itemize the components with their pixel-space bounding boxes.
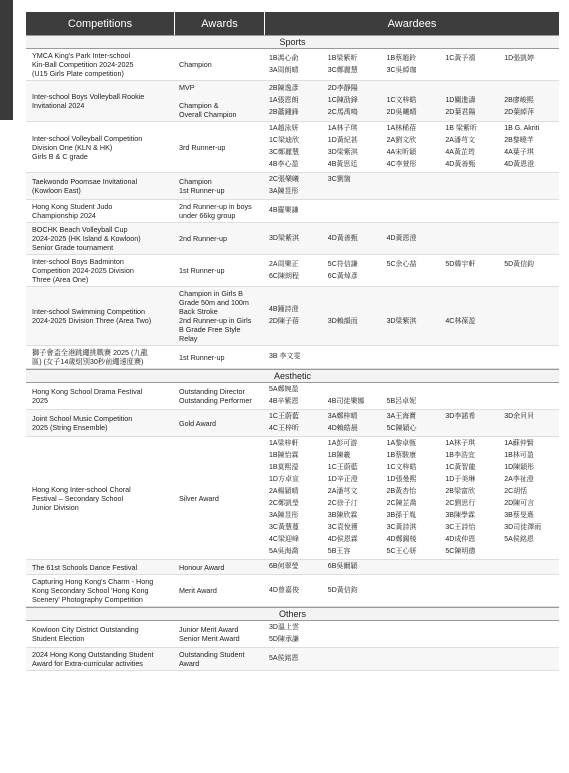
awardee-name: 4A宋昕穎 bbox=[386, 149, 417, 156]
table-row bbox=[26, 122, 559, 173]
awardee-name bbox=[441, 384, 500, 396]
awardee-name: 1A蘇仲賢 bbox=[504, 440, 534, 447]
awardees-cell bbox=[265, 560, 559, 574]
table-row bbox=[26, 346, 559, 369]
awardee-name: 5B呂卓妮 bbox=[386, 398, 417, 405]
table-row bbox=[26, 173, 559, 200]
awardee-name: 3C吳綽珈 bbox=[386, 66, 417, 74]
awardees-cell bbox=[265, 122, 559, 172]
awardee-name: 3D李諾希 bbox=[445, 413, 476, 420]
awardee-name: 1D陳穎彤 bbox=[504, 464, 535, 471]
competition-cell: Inter-school Boys Badminton Competition 2024-2025 Division Three (Area One) bbox=[32, 257, 134, 284]
awardee-name: 3B陳欣霖 bbox=[327, 512, 358, 519]
awardee-name: 3D司徒澤雨 bbox=[504, 524, 542, 531]
awardee-name: 2B蕭鍾鋒 bbox=[269, 109, 299, 116]
awardee-name: 4D黃善甄 bbox=[445, 161, 476, 168]
awardee-name: 3A周朗晴 bbox=[269, 66, 299, 74]
awardee-name: 5C余心喆 bbox=[386, 260, 417, 268]
award-cell: Champion bbox=[179, 60, 212, 69]
awardee-name: 1B陳羲 bbox=[327, 452, 351, 459]
awardee-name: 1C文梓皓 bbox=[386, 97, 417, 104]
awardee-name: 2A李祉澄 bbox=[504, 476, 534, 483]
award-cell: Outstanding Student Award bbox=[179, 650, 245, 668]
awardee-name: 1B梁紫昕 bbox=[327, 54, 358, 62]
awardee-name: 5D黃信鈞 bbox=[327, 586, 358, 594]
awardee-name: 1D關進濤 bbox=[445, 97, 476, 104]
awards-table bbox=[26, 35, 559, 671]
competition-cell: Taekwondo Poomsae Invitational (Kowloon East) bbox=[32, 177, 138, 195]
table-row bbox=[26, 255, 559, 287]
award-cell: 2nd Runner-up in boys under 66kg group bbox=[179, 202, 252, 220]
awardee-name: 4D黃恩澄 bbox=[386, 234, 417, 242]
awardee-name: 4D黃恩澄 bbox=[504, 161, 535, 168]
awardee-name: 3D溫上雲 bbox=[269, 624, 299, 631]
header-awardees: Awardees bbox=[265, 12, 559, 35]
awardees-cell bbox=[265, 81, 559, 121]
awardee-name: 5B王容 bbox=[327, 548, 351, 555]
awardee-name: 5D韓宇軒 bbox=[445, 260, 476, 268]
table-row bbox=[26, 81, 559, 122]
awardee-name: 1A林子琪 bbox=[327, 125, 358, 132]
awardee-name: 3B陳學霖 bbox=[445, 512, 475, 519]
competition-cell: 2024 Hong Kong Outstanding Student Award for Extra-curricular activities bbox=[32, 650, 154, 668]
table-row bbox=[26, 200, 559, 223]
awardee-name: 1C王蔚藍 bbox=[269, 413, 299, 420]
page-edge-bar bbox=[0, 0, 13, 120]
awardee-name: 1A林稀蓓 bbox=[386, 125, 417, 132]
awardee-name bbox=[383, 622, 442, 634]
awardee-name bbox=[383, 174, 442, 186]
awardee-name: 5A侯銘恩 bbox=[504, 536, 534, 543]
awardee-name: 4D成仲恩 bbox=[445, 536, 476, 543]
awardees-cell bbox=[265, 287, 559, 345]
awardee-name: 2D葉綽萍 bbox=[504, 109, 535, 116]
award-cell: Merit Award bbox=[179, 586, 217, 595]
section-sports: Sports bbox=[26, 35, 559, 49]
competition-cell: Hong Kong Inter-school Choral Festival – Secondary School Junior Division bbox=[32, 484, 131, 512]
award-cell: Champion in Girls B Grade 50m and 100m Back Stroke 2nd Runner-up in Girls B Grade Free Style Relay bbox=[179, 289, 252, 343]
section-others: Others bbox=[26, 607, 559, 621]
award-cell: Junior Merit Award Senior Merit Award bbox=[179, 625, 240, 643]
awardees-cell bbox=[265, 383, 559, 409]
awardee-name: 5A鄭婉盈 bbox=[269, 386, 299, 393]
section-aesthetic: Aesthetic bbox=[26, 369, 559, 383]
awardee-name bbox=[441, 304, 500, 316]
awardee-name: 4D侯恩霖 bbox=[327, 536, 358, 543]
awardee-name: 3C劉箇 bbox=[327, 176, 351, 183]
awardee-name: 5C王心妍 bbox=[386, 548, 417, 555]
awardee-name bbox=[324, 304, 383, 316]
awardee-name: 3B蔡旻熹 bbox=[504, 512, 534, 519]
competition-cell: Kowloon City District Outstanding Student Election bbox=[32, 625, 139, 643]
awardee-name: 3C鄭麗慧 bbox=[327, 66, 358, 74]
awardee-name: 2B黎曉芊 bbox=[504, 137, 534, 144]
awardee-name bbox=[383, 304, 442, 316]
awardee-name: 6B吳爾穎 bbox=[327, 563, 358, 570]
awardee-name: 1C黃智龍 bbox=[445, 464, 476, 471]
awardee-name: 4B黃思廷 bbox=[327, 161, 358, 168]
awardee-name bbox=[500, 622, 559, 634]
awardee-name: 1A張恩朗 bbox=[269, 97, 299, 104]
awardee-name bbox=[324, 384, 383, 396]
table-row bbox=[26, 223, 559, 255]
awardees-cell bbox=[265, 223, 559, 254]
awardee-name: 5A侯銘恩 bbox=[269, 655, 299, 662]
awardee-name: 1D于美琳 bbox=[445, 476, 476, 483]
awardees-cell bbox=[265, 621, 559, 647]
awardee-name: 2C陳芷喬 bbox=[386, 500, 417, 507]
awardee-name: 4C王梓昕 bbox=[269, 425, 299, 432]
award-cell: Outstanding Director Outstanding Performer bbox=[179, 387, 252, 405]
table-row bbox=[26, 560, 559, 575]
award-cell: 2nd Runner-up bbox=[179, 234, 227, 243]
awardee-name: 4B羅樂謙 bbox=[269, 207, 299, 214]
awardee-name: 5C陳明德 bbox=[445, 548, 476, 555]
awardee-name: 1D張曼熙 bbox=[386, 476, 417, 483]
awardee-name: 2B梁富欣 bbox=[445, 488, 475, 495]
awardee-name: 1B蔡趙鈴 bbox=[386, 54, 417, 62]
competition-cell: Inter-school Swimming Competition 2024-2025 Division Three (Area Two) bbox=[32, 307, 152, 325]
awardee-name: 4D鄭錫棱 bbox=[386, 536, 417, 543]
award-cell: Champion 1st Runner-up bbox=[179, 177, 225, 195]
awardee-name: 5C陳穎心 bbox=[386, 425, 417, 432]
awardee-name: 4D曾嘉俊 bbox=[269, 586, 299, 594]
awardee-name: 1A黎卓甄 bbox=[386, 440, 417, 447]
table-row bbox=[26, 383, 559, 410]
awardee-name bbox=[500, 384, 559, 396]
awardee-name: 4D黃善甄 bbox=[327, 234, 358, 242]
awardee-name: 3D余貝貝 bbox=[504, 413, 535, 420]
competition-cell: YMCA King's Park Inter-school Kin-Ball Competition 2024-2025 (U15 Girls Plate competition) bbox=[32, 51, 134, 78]
competition-cell: BOCHK Beach Volleyball Cup 2024-2025 (HK Island & Kowloon) Senior Grade tournament bbox=[32, 225, 141, 252]
table-row bbox=[26, 575, 559, 607]
awardee-name: 3B孫于胤 bbox=[386, 512, 417, 519]
competition-cell: Hong Kong School Drama Festival 2025 bbox=[32, 387, 143, 405]
competition-cell: The 61st Schools Dance Festival bbox=[32, 562, 138, 572]
table-row bbox=[26, 621, 559, 648]
awardee-name: 1C黃予禧 bbox=[445, 54, 476, 62]
table-row bbox=[26, 410, 559, 437]
awardee-name: 2B黃杏怡 bbox=[386, 488, 417, 495]
awardee-name: 3A鄭梓晴 bbox=[327, 413, 358, 420]
competition-cell: Inter-school Volleyball Competition Division One (KLN & HK) Girls B & C grade bbox=[32, 133, 143, 161]
awardee-name: 1C王蔚藍 bbox=[327, 464, 358, 471]
awardees-cell bbox=[265, 200, 559, 222]
awardee-name: 3B 李文雯 bbox=[269, 353, 301, 360]
awardee-name: 2C胡恬 bbox=[504, 488, 528, 495]
awardee-name bbox=[441, 174, 500, 186]
table-row bbox=[26, 287, 559, 346]
awardee-name: 4B鐘詩澄 bbox=[269, 306, 299, 313]
awardee-name: 5D陳承謙 bbox=[269, 636, 299, 643]
awardee-name: 4A黃芷筠 bbox=[445, 149, 475, 156]
awardee-name: 2D陳子蓓 bbox=[269, 318, 299, 325]
awardee-name: 5A吳海喬 bbox=[269, 548, 299, 555]
table-header bbox=[26, 12, 559, 35]
awardee-name: 2B陳逸彥 bbox=[269, 85, 299, 92]
award-cell: Honour Award bbox=[179, 562, 225, 572]
awardee-name: 1A彭可游 bbox=[327, 440, 358, 447]
awardee-name: 4C林葆盈 bbox=[445, 318, 476, 325]
awardee-name bbox=[441, 622, 500, 634]
awardees-cell bbox=[265, 255, 559, 286]
awardee-name: 2D葉君陽 bbox=[445, 109, 476, 116]
awardee-name: 3C黃詩淇 bbox=[386, 524, 417, 531]
awardees-cell bbox=[265, 346, 559, 368]
awardee-name: 1D黃紀甚 bbox=[327, 137, 358, 144]
awardee-name: 3D梁紫淇 bbox=[386, 318, 417, 325]
awardee-name: 4C李萱彤 bbox=[386, 161, 417, 168]
award-cell: Gold Award bbox=[179, 418, 217, 428]
awardee-name: 1D方卓宣 bbox=[269, 476, 299, 483]
awardee-name: 2C張樂曦 bbox=[269, 176, 299, 183]
award-cell: 3rd Runner-up bbox=[179, 142, 226, 152]
awardees-cell bbox=[265, 410, 559, 436]
awardee-name: 4A葉子琪 bbox=[504, 149, 534, 156]
awardee-name: 3C黃慧蔓 bbox=[269, 524, 299, 531]
awardee-name bbox=[441, 83, 500, 95]
competition-cell: Inter-school Boys Volleyball Rookie Invitational 2024 bbox=[32, 92, 145, 110]
awardee-name: 1B G. Akriti bbox=[504, 125, 540, 132]
awardee-name: 1B陳怡霖 bbox=[269, 452, 299, 459]
awardee-name: 2A周樂正 bbox=[269, 260, 299, 268]
awardees-cell bbox=[265, 575, 559, 606]
awardee-name: 2C徐子汀 bbox=[327, 500, 358, 507]
competition-cell: Hong Kong Student Judo Championship 2024 bbox=[32, 202, 113, 220]
awardee-name: 2D吳曦晴 bbox=[386, 109, 417, 116]
award-cell: 1st Runner-up bbox=[179, 266, 225, 275]
awardee-name: 1B蔡駿康 bbox=[386, 452, 417, 459]
awardee-name: 5C符信謙 bbox=[327, 260, 358, 268]
awardees-cell bbox=[265, 437, 559, 559]
awardee-name: 2A楊穎晴 bbox=[269, 488, 299, 495]
awardee-name: 6C陳朗程 bbox=[269, 272, 299, 280]
awardee-name: 1A梁梓軒 bbox=[269, 440, 299, 447]
awardee-name: 2A劉文欣 bbox=[386, 137, 417, 144]
table-row bbox=[26, 49, 559, 81]
awardee-name: 3C王詩怡 bbox=[445, 524, 476, 531]
awardee-name: 2C馬禹鳴 bbox=[327, 109, 358, 116]
awardee-name bbox=[500, 174, 559, 186]
award-cell: MVP Champion & Overall Champion bbox=[179, 83, 237, 119]
awardees-cell bbox=[265, 173, 559, 199]
awardee-name: 4B辛紫恩 bbox=[269, 398, 299, 405]
awardee-name: 4D賴皓晨 bbox=[327, 425, 358, 432]
awardee-name: 3C袁悅獲 bbox=[327, 524, 358, 531]
awardee-name: 1C文梓皓 bbox=[386, 464, 417, 471]
awardee-name: 6B何翠瑩 bbox=[269, 563, 299, 570]
awardee-name: 1B馮心俞 bbox=[269, 54, 299, 62]
awardee-name: 3A陳昱彤 bbox=[269, 188, 299, 195]
awardee-name: 1C陳劭鋒 bbox=[327, 97, 358, 104]
awardee-name: 1C梁迪欣 bbox=[269, 137, 299, 144]
award-cell: Silver Award bbox=[179, 493, 219, 503]
awardee-name: 4C梁迎峰 bbox=[269, 536, 299, 543]
awardee-name bbox=[383, 83, 442, 95]
awardee-name: 2A潘芎文 bbox=[445, 137, 475, 144]
awardee-name bbox=[500, 304, 559, 316]
awardee-name: 2D李靜陽 bbox=[327, 85, 358, 92]
awardee-name bbox=[324, 622, 383, 634]
awardee-name: 3D梁紫淇 bbox=[269, 234, 299, 242]
header-competitions: Competitions bbox=[26, 12, 175, 35]
awardee-name: 3A陳昱彤 bbox=[269, 512, 299, 519]
awardee-name bbox=[500, 83, 559, 95]
awardees-cell bbox=[265, 49, 559, 80]
awardee-name: 2A潘芎文 bbox=[327, 488, 358, 495]
awardee-name: 1B李浩宜 bbox=[445, 452, 475, 459]
awardee-name: 3D賴韻而 bbox=[327, 318, 358, 325]
awardee-name: 1B莫熙瀅 bbox=[269, 464, 299, 471]
awardee-name: 3D梁紫淇 bbox=[327, 149, 358, 156]
awardee-name: 6C黃焯彥 bbox=[327, 272, 358, 280]
competition-cell: Joint School Music Competition 2025 (String Ensemble) bbox=[32, 414, 133, 432]
table-row bbox=[26, 648, 559, 671]
awardee-name: 1D張凱婷 bbox=[504, 54, 535, 62]
awardee-name: 4B李心盈 bbox=[269, 161, 299, 168]
header-awards: Awards bbox=[175, 12, 265, 35]
award-cell: 1st Runner-up bbox=[179, 352, 225, 362]
awardees-cell bbox=[265, 648, 559, 670]
awardee-name: 4B司徒樂娜 bbox=[327, 398, 365, 405]
awardee-name: 1A林子琪 bbox=[445, 440, 475, 447]
awardee-name: 1A趙泳妍 bbox=[269, 125, 299, 132]
awardee-name: 3C鄭麗慧 bbox=[269, 149, 299, 156]
awardee-name: 2C劉思行 bbox=[445, 500, 476, 507]
awardee-name: 1B林可盈 bbox=[504, 452, 534, 459]
awardee-name: 3A王海寶 bbox=[386, 413, 417, 420]
competition-cell: 獅子會盃全港跳繩挑戰賽 2025 (九龍 區) (女子14歲組別30秒前繩速度賽) bbox=[32, 348, 148, 366]
awardee-name: 2D陳可言 bbox=[504, 500, 535, 507]
awardee-name: 5D黃信鈞 bbox=[504, 260, 535, 268]
awardee-name: 2C鄭凱瑩 bbox=[269, 500, 299, 507]
awardee-name bbox=[383, 384, 442, 396]
table-row bbox=[26, 437, 559, 560]
competition-cell: Capturing Hong Kong's Charm - Hong Kong Secondary School 'Hong Kong Scenery' Photography Competition bbox=[32, 577, 154, 604]
awardee-name: 2B廖峻熙 bbox=[504, 97, 534, 104]
awardee-name: 1B 梁紫昕 bbox=[445, 125, 477, 132]
awardee-name: 1D辛正澄 bbox=[327, 476, 358, 483]
